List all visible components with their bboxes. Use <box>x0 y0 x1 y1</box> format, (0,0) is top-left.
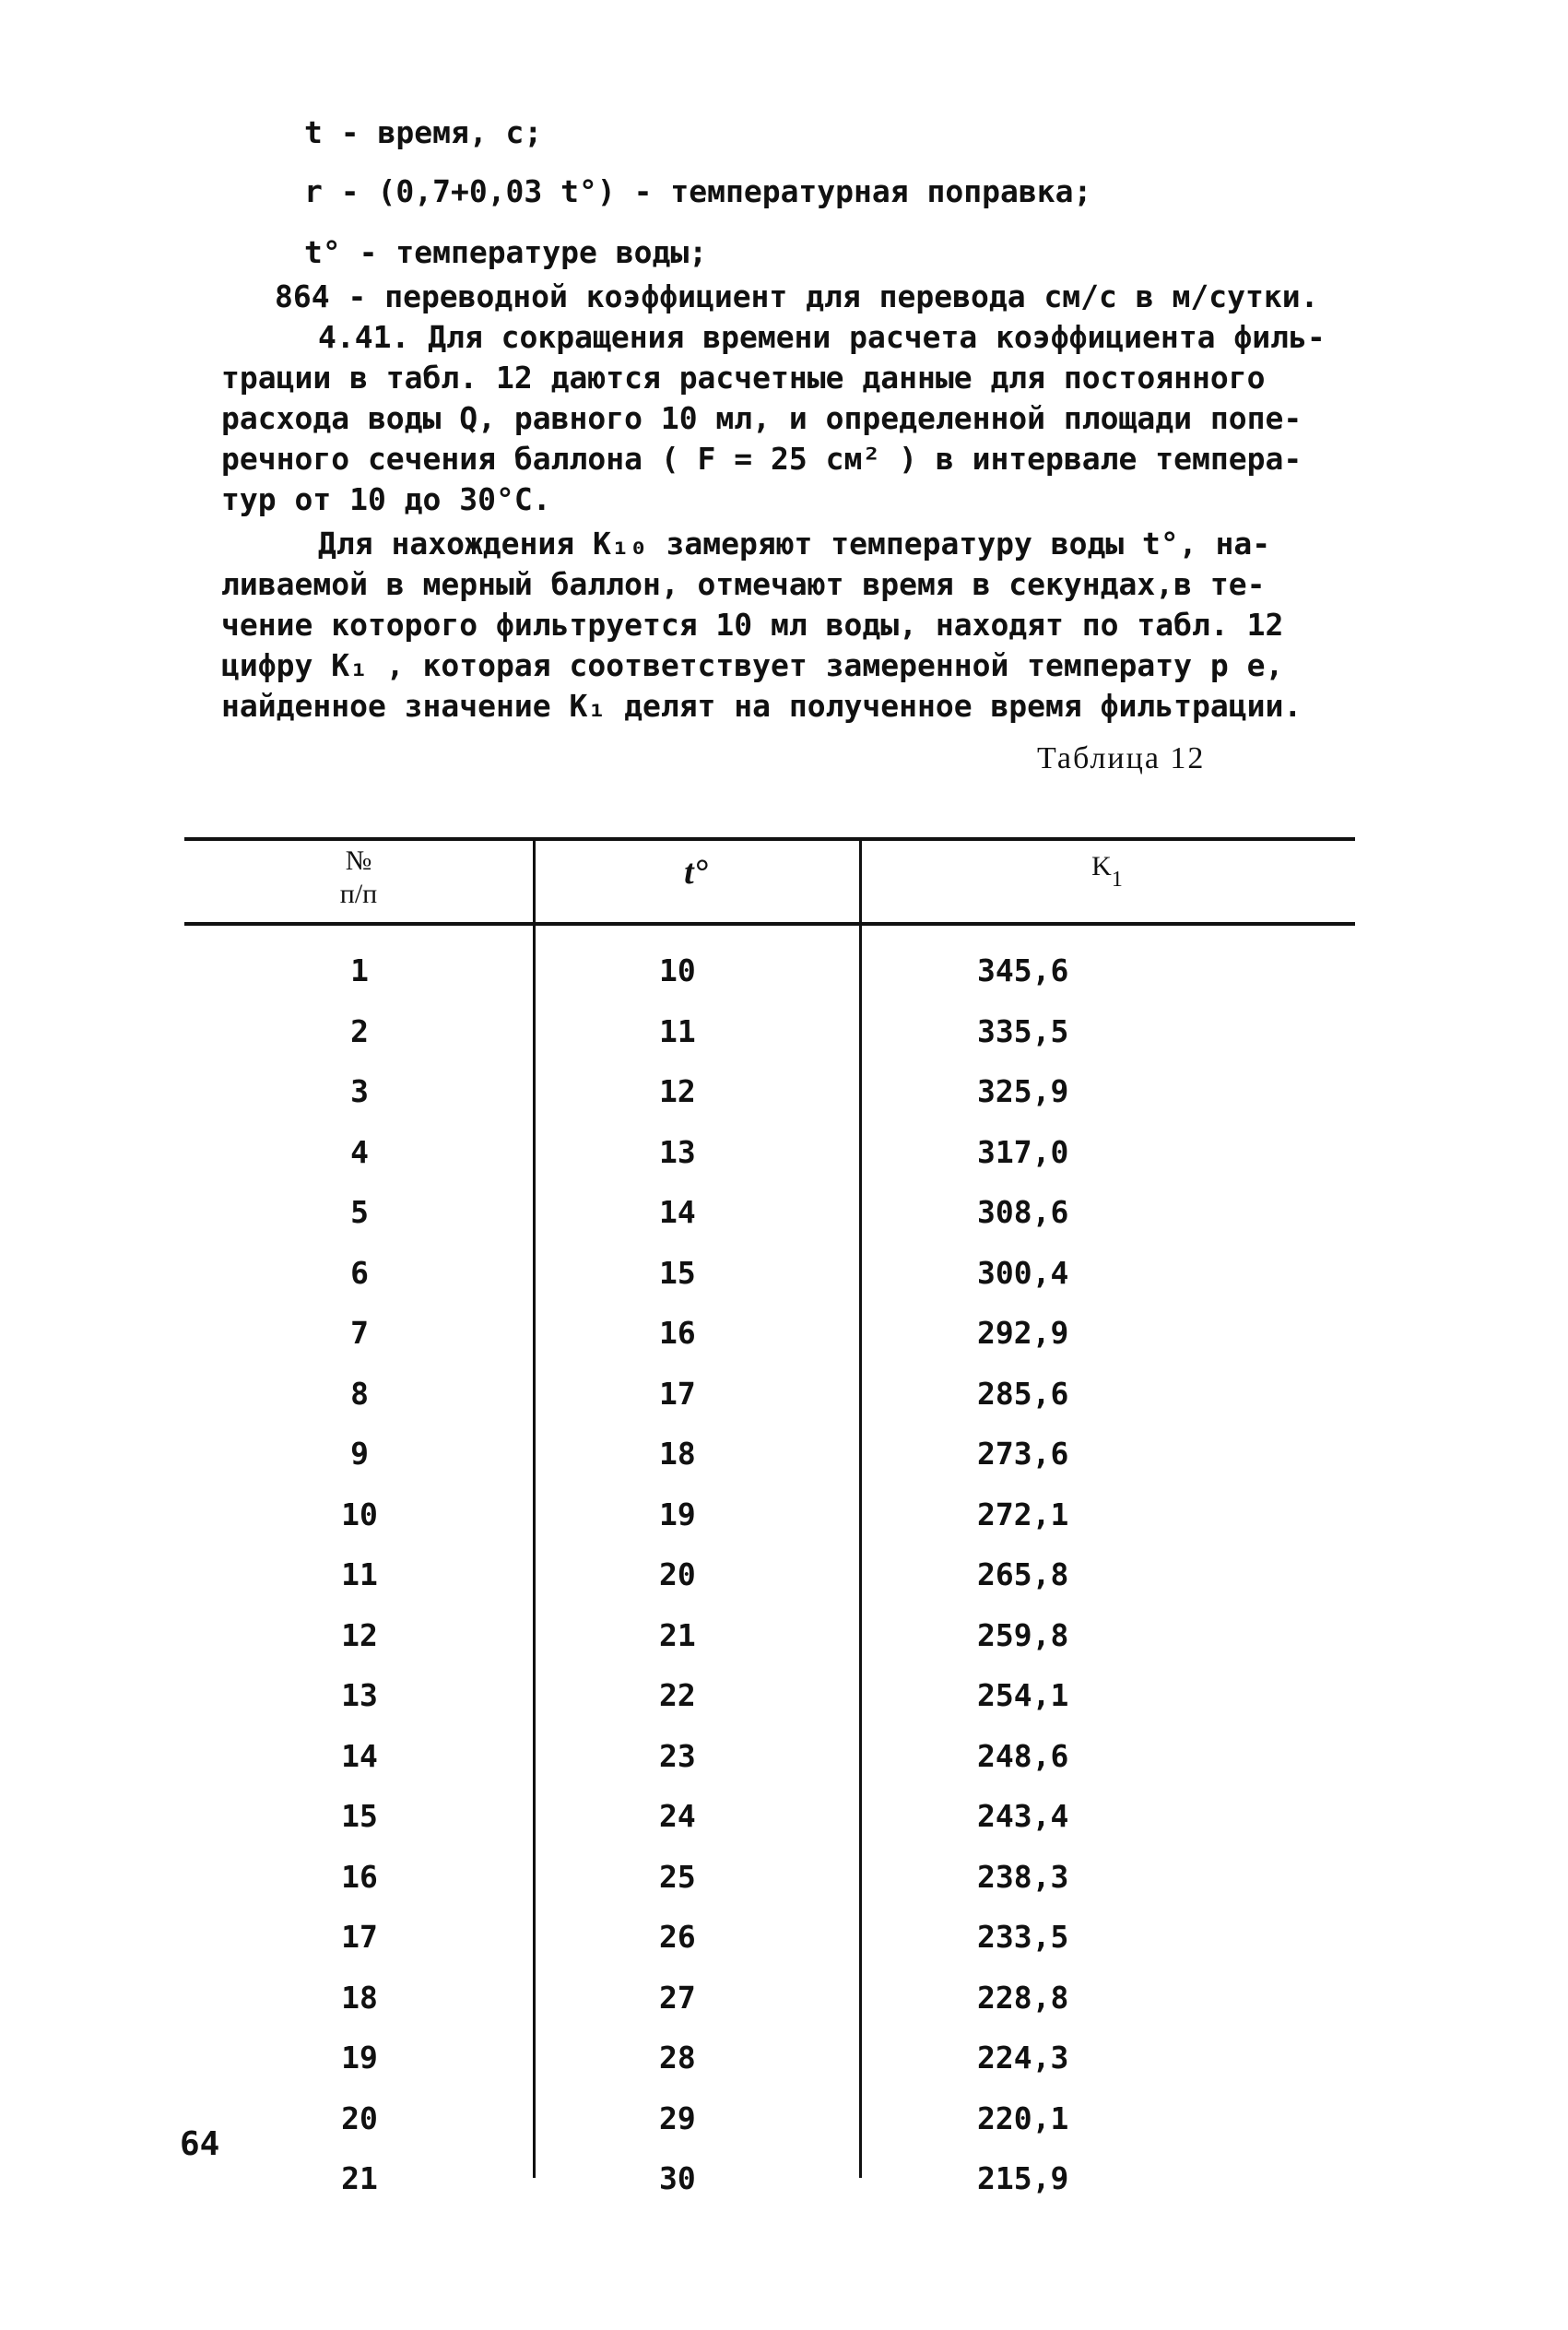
definition-symbol: t° <box>304 234 341 270</box>
row-temperature: 24 <box>659 1798 696 1834</box>
row-number: 17 <box>341 1919 378 1955</box>
definition-symbol: r <box>304 173 323 209</box>
row-temperature: 27 <box>659 1979 696 2016</box>
row-k1-value: 259,8 <box>977 1616 1069 1653</box>
table-row <box>184 2028 1355 2088</box>
row-k1-value: 292,9 <box>977 1315 1069 1351</box>
row-temperature: 29 <box>659 2099 696 2136</box>
table-row <box>184 1001 1355 1062</box>
row-number: 1 <box>350 952 369 988</box>
row-temperature: 19 <box>659 1496 696 1532</box>
row-number: 19 <box>341 2040 378 2076</box>
row-k1-value: 248,6 <box>977 1737 1069 1774</box>
definition-text: - время, с; <box>322 114 543 150</box>
header-number-sign: № <box>345 846 372 876</box>
row-temperature: 13 <box>659 1133 696 1170</box>
row-number: 10 <box>341 1496 378 1532</box>
row-k1-value: 265,8 <box>977 1556 1069 1592</box>
para-k10-line: Для нахождения K₁₀ замеряют температуру воды t°, на- <box>318 526 1271 562</box>
para-k10-line: цифру K₁ , которая соответствует замеренной температу р е, <box>221 647 1284 683</box>
table-row <box>184 1303 1355 1364</box>
row-temperature: 22 <box>659 1677 696 1713</box>
row-temperature: 16 <box>659 1315 696 1351</box>
row-number: 15 <box>341 1798 378 1834</box>
table-row <box>184 2088 1355 2149</box>
row-k1-value: 220,1 <box>977 2099 1069 2136</box>
para-k10-line: найденное значение K₁ делят на полученное время фильтрации. <box>221 688 1303 724</box>
row-k1-value: 254,1 <box>977 1677 1069 1713</box>
row-k1-value: 273,6 <box>977 1436 1069 1472</box>
table-row <box>184 1605 1355 1666</box>
definition-correction <box>304 173 1091 210</box>
row-temperature: 15 <box>659 1254 696 1291</box>
para-441-line: трации в табл. 12 даются расчетные данные для постоянного <box>221 360 1266 396</box>
header-number-abbr: п/п <box>339 879 378 909</box>
header-k1 <box>859 850 1355 892</box>
definition-water-temp <box>304 234 707 271</box>
row-k1-value: 238,3 <box>977 1858 1069 1895</box>
row-temperature: 23 <box>659 1737 696 1774</box>
table-top-rule <box>184 837 1355 841</box>
para-k10-line: ливаемой в мерный баллон, отмечают время в секундах,в те- <box>221 566 1266 602</box>
para-441-line: 4.41. Для сокращения времени расчета коэффициента филь- <box>318 319 1326 355</box>
table-row <box>184 1424 1355 1484</box>
table-row <box>184 1786 1355 1847</box>
row-temperature: 17 <box>659 1375 696 1412</box>
header-temperature: t° <box>684 853 708 892</box>
row-number: 18 <box>341 1979 378 2016</box>
row-temperature: 11 <box>659 1012 696 1049</box>
header-k1-main: K <box>1091 851 1112 881</box>
table-caption: Таблица 12 <box>1037 741 1206 775</box>
definition-symbol: t <box>304 114 323 150</box>
row-k1-value: 272,1 <box>977 1496 1069 1532</box>
para-441-line: расхода воды Q, равного 10 мл, и определенной площади попе- <box>221 400 1303 436</box>
row-k1-value: 243,4 <box>977 1798 1069 1834</box>
para-k10-line: чение которого фильтруется 10 мл воды, находят по табл. 12 <box>221 607 1284 643</box>
definition-text: - (0,7+0,03 t°) - температурная поправка; <box>322 173 1092 209</box>
row-k1-value: 345,6 <box>977 952 1069 988</box>
definition-time <box>304 114 542 151</box>
definition-text: - температуре воды; <box>340 234 708 270</box>
row-number: 14 <box>341 1737 378 1774</box>
row-number: 12 <box>341 1616 378 1653</box>
row-number: 4 <box>350 1133 369 1170</box>
row-number: 3 <box>350 1073 369 1109</box>
table-row <box>184 1544 1355 1605</box>
table-row <box>184 1484 1355 1545</box>
header-k1-subscript: 1 <box>1111 868 1123 892</box>
table-row <box>184 1182 1355 1243</box>
row-k1-value: 285,6 <box>977 1375 1069 1412</box>
row-k1-value: 317,0 <box>977 1133 1069 1170</box>
row-temperature: 21 <box>659 1616 696 1653</box>
row-number: 5 <box>350 1194 369 1230</box>
table-row <box>184 1847 1355 1908</box>
para-441-line: речного сечения баллона ( F = 25 см² ) в интервале темпера- <box>221 441 1303 477</box>
row-k1-value: 300,4 <box>977 1254 1069 1291</box>
row-temperature: 12 <box>659 1073 696 1109</box>
row-number: 2 <box>350 1012 369 1049</box>
row-number: 8 <box>350 1375 369 1412</box>
row-number: 21 <box>341 2160 378 2196</box>
row-k1-value: 224,3 <box>977 2040 1069 2076</box>
row-temperature: 25 <box>659 1858 696 1895</box>
row-number: 16 <box>341 1858 378 1895</box>
row-k1-value: 228,8 <box>977 1979 1069 2016</box>
table-row <box>184 1122 1355 1183</box>
table-row <box>184 1061 1355 1122</box>
row-temperature: 28 <box>659 2040 696 2076</box>
row-k1-value: 335,5 <box>977 1012 1069 1049</box>
header-number <box>184 845 533 911</box>
row-number: 9 <box>350 1436 369 1472</box>
table-row <box>184 1665 1355 1726</box>
row-number: 7 <box>350 1315 369 1351</box>
row-k1-value: 233,5 <box>977 1919 1069 1955</box>
row-temperature: 20 <box>659 1556 696 1592</box>
row-temperature: 30 <box>659 2160 696 2196</box>
row-number: 20 <box>341 2099 378 2136</box>
row-number: 6 <box>350 1254 369 1291</box>
row-temperature: 26 <box>659 1919 696 1955</box>
table-row <box>184 1364 1355 1425</box>
row-temperature: 10 <box>659 952 696 988</box>
page-number: 64 <box>180 2125 220 2163</box>
row-temperature: 18 <box>659 1436 696 1472</box>
table-header-rule <box>184 922 1355 926</box>
para-441-line: тур от 10 до 30°С. <box>221 481 551 517</box>
table-row <box>184 1907 1355 1968</box>
table-row <box>184 1726 1355 1787</box>
row-number: 11 <box>341 1556 378 1592</box>
table-row <box>184 1968 1355 2028</box>
row-k1-value: 215,9 <box>977 2160 1069 2196</box>
table-row <box>184 940 1355 1001</box>
table-row <box>184 2148 1355 2209</box>
row-k1-value: 308,6 <box>977 1194 1069 1230</box>
definition-conversion: 864 - переводной коэффициент для перевода см/с в м/сутки. <box>275 278 1319 314</box>
table-row <box>184 1243 1355 1304</box>
row-k1-value: 325,9 <box>977 1073 1069 1109</box>
row-number: 13 <box>341 1677 378 1713</box>
row-temperature: 14 <box>659 1194 696 1230</box>
